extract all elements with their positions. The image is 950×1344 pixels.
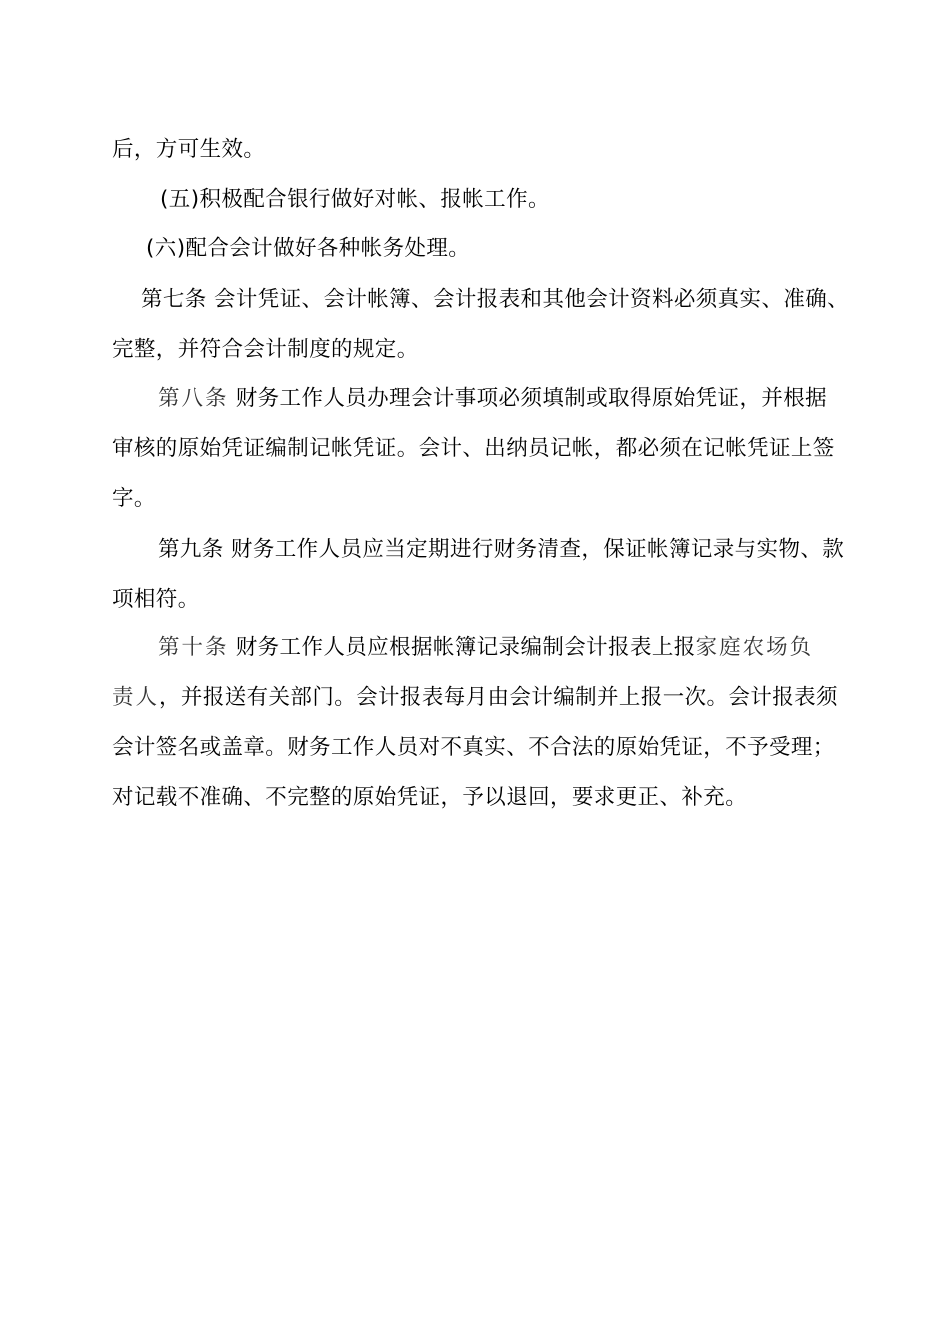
text-span: (六)配合会计做好各种帐务处理。 — [146, 236, 471, 261]
article-8-line-1 — [158, 384, 827, 414]
serif-text-span: 责人 — [112, 685, 160, 710]
article-7-line-1 — [141, 285, 849, 315]
text-span: 完整，并符合会计制度的规定。 — [112, 337, 419, 362]
text-span: 会计签名或盖章。财务工作人员对不真实、不合法的原始凭证，不予受理； — [112, 735, 835, 760]
serif-text-span: 家庭农场负 — [695, 635, 814, 660]
text-line — [112, 135, 265, 165]
text-span: 后，方可生效。 — [112, 137, 266, 162]
text-span: 财务工作人员应根据帐簿记录编制会计报表上报 — [228, 635, 696, 660]
article-7-line-2 — [112, 335, 419, 365]
article-label: 第九条 — [158, 537, 224, 562]
article-10-line-3 — [112, 733, 835, 763]
article-label: 第七条 — [141, 287, 207, 312]
article-9-line-1 — [158, 535, 844, 565]
article-9-line-2 — [112, 585, 200, 615]
article-8-line-2 — [112, 434, 835, 464]
text-span: 审核的原始凭证编制记帐凭证。会计、出纳员记帐，都必须在记帐凭证上签 — [112, 436, 835, 461]
text-span: 财务工作人员应当定期进行财务清查，保证帐簿记录与实物、款 — [223, 537, 845, 562]
article-label: 第八条 — [158, 386, 229, 411]
text-span: 字。 — [112, 486, 156, 511]
article-10-line-1 — [158, 633, 813, 663]
article-10-line-2 — [112, 683, 838, 713]
text-span: 对记载不准确、不完整的原始凭证，予以退回，要求更正、补充。 — [112, 785, 748, 810]
text-span: ，并报送有关部门。会计报表每月由会计编制并上报一次。会计报表须 — [159, 685, 838, 710]
article-8-line-3 — [112, 484, 156, 514]
text-line — [160, 185, 550, 215]
article-10-line-4 — [112, 783, 747, 813]
text-span: 项相符。 — [112, 587, 200, 612]
text-span: (五)积极配合银行做好对帐、报帐工作。 — [160, 187, 550, 212]
article-label: 第十条 — [158, 635, 229, 660]
text-span: 会计凭证、会计帐簿、会计报表和其他会计资料必须真实、准确、 — [206, 287, 850, 312]
text-span: 财务工作人员办理会计事项必须填制或取得原始凭证，并根据 — [228, 386, 828, 411]
text-line — [146, 234, 470, 264]
